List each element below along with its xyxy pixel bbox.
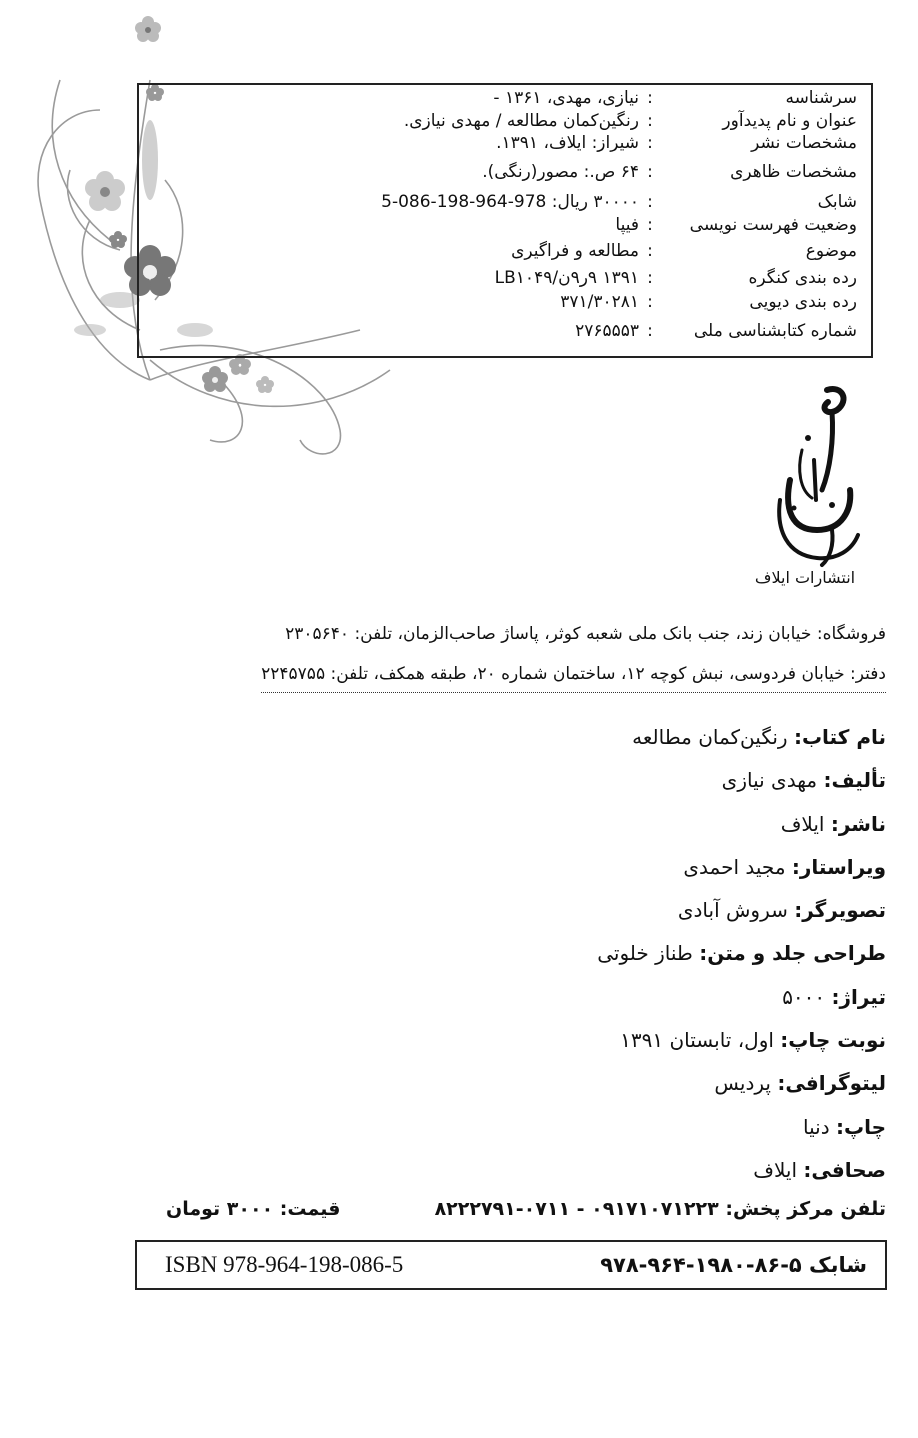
credit-key: طراحی جلد و متن:: [699, 941, 886, 966]
credit-value: طناز خلوتی: [597, 941, 693, 966]
credit-key: چاپ:: [835, 1114, 886, 1139]
publisher-logo-icon: [772, 380, 862, 570]
cip-row: وضعیت فهرست نویسی : فیپا: [149, 214, 857, 236]
cip-label: رده بندی دیویی: [749, 291, 857, 312]
credit-line: [597, 936, 886, 979]
distribution-line: [166, 1198, 886, 1220]
credit-value: رنگین‌کمان مطالعه: [632, 725, 788, 749]
distribution-phone: تلفن مرکز پخش: ۰۹۱۷۱۰۷۱۲۲۳ - ۰۷۱۱-۸۲۲۲۷۹۱: [434, 1198, 886, 1220]
credit-key: تیراژ:: [831, 984, 886, 1009]
cip-row: رده بندی دیویی : ۳۷۱/۳۰۲۸۱: [149, 290, 857, 314]
credit-key: لیتوگرافی:: [777, 1071, 886, 1096]
cip-value: ۱۳۹۱ ۹ر۹ن/LB۱۰۴۹: [494, 267, 639, 288]
credit-value: پردیس: [714, 1071, 771, 1096]
credit-key: نام کتاب:: [793, 725, 886, 749]
cip-row: سرشناسه : نیازی، مهدی، ۱۳۶۱ -: [149, 87, 857, 110]
credit-value: دنیا: [803, 1114, 830, 1139]
credit-key: صحافی:: [803, 1157, 886, 1182]
credit-value: ایلاف: [753, 1157, 798, 1182]
credits-list: [597, 720, 886, 1196]
isbn-persian: شابک ۵-۸۶-۱۹۸۰-۹۶۴-۹۷۸: [600, 1253, 867, 1277]
cip-value: رنگین‌کمان مطالعه / مهدی نیازی.: [403, 110, 639, 131]
credit-line: [597, 893, 886, 936]
isbn-latin: ISBN 978-964-198-086-5: [165, 1252, 404, 1277]
cip-row: مشخصات ظاهری : ۶۴ ص.: مصور(رنگی).: [149, 154, 857, 190]
cip-label: سرشناسه: [785, 88, 857, 108]
cip-row: موضوع : مطالعه و فراگیری: [149, 236, 857, 266]
cip-label: شماره کتابشناسی ملی: [693, 320, 857, 341]
cip-label: مشخصات ظاهری: [730, 161, 857, 182]
credit-line: [597, 1153, 886, 1196]
credit-line: [597, 1066, 886, 1109]
credit-line: [597, 850, 886, 893]
credit-key: تألیف:: [823, 768, 886, 793]
credit-line: [597, 720, 886, 763]
office-address: دفتر: خیابان فردوسی، نبش کوچه ۱۲، ساختمان شماره ۲۰، طبقه همکف، تلفن: ۲۲۴۵۷۵۵: [261, 664, 886, 693]
credit-key: تصویرگر:: [794, 898, 886, 923]
credit-line: [597, 1110, 886, 1153]
cip-row: مشخصات نشر : شیراز: ایلاف، ۱۳۹۱.: [149, 132, 857, 154]
cip-value: فیپا: [615, 214, 639, 235]
credit-value: ۵۰۰۰: [782, 984, 826, 1009]
credit-line: [597, 1023, 886, 1066]
cip-label: عنوان و نام پدیدآور: [722, 110, 857, 131]
cip-value: شیراز: ایلاف، ۱۳۹۱.: [496, 132, 639, 153]
credit-line: [597, 980, 886, 1023]
credit-value: مجید احمدی: [683, 854, 786, 879]
price: قیمت: ۳۰۰۰ تومان: [166, 1198, 341, 1220]
credit-line: [597, 807, 886, 850]
cip-value: ۲۷۶۵۵۵۳: [575, 320, 639, 341]
cip-label: رده بندی کنگره: [748, 267, 857, 288]
cip-value: نیازی، مهدی، ۱۳۶۱ -: [493, 88, 639, 108]
cip-value: مطالعه و فراگیری: [511, 240, 639, 261]
cip-row: شابک : ۳۰۰۰۰ ریال: 978-964-198-086-5: [149, 190, 857, 214]
credit-value: مهدی نیازی: [721, 768, 818, 793]
store-address: فروشگاه: خیابان زند، جنب بانک ملی شعبه کوثر، پاساژ صاحب‌الزمان، تلفن: ۲۳۰۵۶۴۰: [285, 624, 886, 644]
credit-key: نوبت چاپ:: [780, 1028, 886, 1053]
cip-value: ۳۷۱/۳۰۲۸۱: [560, 291, 639, 312]
credit-line: [597, 763, 886, 806]
cip-value: ۳۰۰۰۰ ریال: 978-964-198-086-5: [381, 191, 639, 212]
cip-value: ۶۴ ص.: مصور(رنگی).: [482, 161, 639, 182]
credit-value: ایلاف: [780, 811, 825, 836]
cip-label: شابک: [817, 191, 857, 212]
cip-row: عنوان و نام پدیدآور : رنگین‌کمان مطالعه / مهدی نیازی.: [149, 110, 857, 132]
cip-label: مشخصات نشر: [751, 132, 857, 153]
publisher-name: انتشارات ایلاف: [754, 568, 856, 587]
cataloging-box: [137, 83, 873, 358]
isbn-box: [135, 1240, 887, 1290]
credit-key: ویراستار:: [791, 854, 886, 879]
credit-value: سروش آبادی: [677, 898, 788, 923]
cip-row: رده بندی کنگره : ۱۳۹۱ ۹ر۹ن/LB۱۰۴۹: [149, 266, 857, 290]
credit-value: اول، تابستان ۱۳۹۱: [620, 1028, 774, 1053]
cip-label: وضعیت فهرست نویسی: [689, 214, 857, 235]
cip-label: موضوع: [805, 240, 857, 261]
cip-row: شماره کتابشناسی ملی : ۲۷۶۵۵۵۳: [149, 314, 857, 348]
credit-key: ناشر:: [830, 811, 886, 836]
